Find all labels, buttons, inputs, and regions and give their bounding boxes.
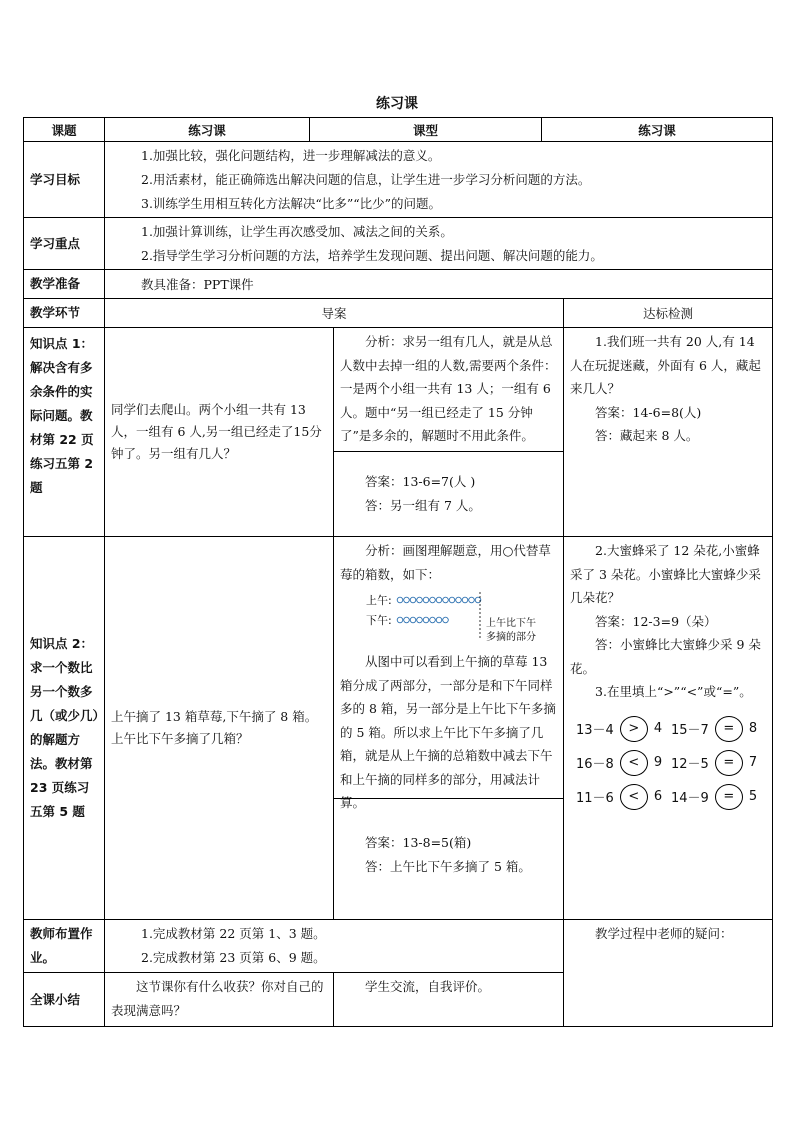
stages-row — [24, 299, 773, 328]
guide-label: 导案 — [105, 299, 564, 328]
box-circle — [449, 597, 455, 603]
compare-item: 12－5 = 7 — [671, 750, 766, 776]
prep-text: 教具准备：PPT课件 — [105, 270, 773, 299]
kp1-check-reply: 答：藏起来 8 人。 — [595, 428, 699, 443]
goals-label: 学习目标 — [24, 142, 105, 218]
page-title: 练习课 — [376, 96, 418, 112]
goal-item: 3.训练学生用相互转化方法解决“比多”“比少”的问题。 — [141, 195, 441, 211]
diagram-am-label: 上午: — [366, 594, 392, 607]
teacher-question: 教学过程中老师的疑问： — [595, 926, 733, 941]
kp1-reply: 答：另一组有 7 人。 — [365, 497, 481, 513]
kp2-analysis-intro: 分析：画图理解题意，用○代替草莓的箱数，如下： — [340, 543, 551, 582]
prep-label: 教学准备 — [24, 270, 105, 299]
box-circle — [404, 617, 410, 623]
box-circle — [436, 597, 442, 603]
type-value: 练习课 — [542, 118, 773, 142]
stages-label: 教学环节 — [24, 299, 105, 328]
kp2-guide — [334, 537, 564, 920]
kp2-problem: 上午摘了 13 箱草莓,下午摘了 8 箱。上午比下午多摘了几箱？ — [105, 537, 334, 920]
am-circles — [397, 597, 481, 603]
goal-item: 2.用活素材，能正确筛选出解决问题的信息，让学生进一步学习分析问题的方法。 — [141, 171, 591, 187]
kp2-row — [24, 537, 773, 920]
kp1-problem: 同学们去爬山。两个小组一共有 13 人，一组有 6 人,另一组已经走了15分钟了。另一组有几人？ — [105, 328, 334, 537]
focus-item: 2.指导学生学习分析问题的方法，培养学生发现问题、提出问题、解决问题的能力。 — [141, 247, 603, 263]
kp2-compare-instruction: 3.在里填上“>”“<”或“=”。 — [595, 684, 752, 699]
box-circle — [404, 597, 410, 603]
summary-label: 全课小结 — [24, 973, 105, 1027]
topic-label: 课题 — [24, 118, 105, 142]
focus-row — [24, 218, 773, 270]
kp1-check-answer: 答案：14-6=8(人) — [595, 404, 702, 420]
kp2-analysis-rest: 从图中可以看到上午摘的草莓 13 箱分成了两部分，一部分是和下午同样多的 8 箱，另一部分是上午比下午多摘的 5 箱。所以求上午比下午多摘了几箱，就是从上午摘的总箱数中减去下午和上午摘的同样多的部分，用减法计算。 — [340, 654, 556, 810]
focus-label: 学习重点 — [24, 218, 105, 270]
compare-item: 13－4 > 4 — [576, 716, 671, 742]
box-circle — [410, 617, 416, 623]
kp2-check — [564, 537, 773, 920]
kp1-label: 知识点 1：解决含有多余条件的实际问题。教材第 22 页练习五第 2 题 — [24, 328, 105, 537]
kp1-check — [564, 328, 773, 537]
diagram-note-1: 上午比下午 — [486, 618, 536, 629]
box-circle — [417, 597, 423, 603]
compare-item: 11－6 < 6 — [576, 784, 671, 810]
box-circle — [397, 617, 403, 623]
homework-label: 教师布置作业。 — [24, 920, 105, 973]
box-circle — [397, 597, 403, 603]
strawberry-diagram — [366, 590, 566, 648]
answer-circle: = — [715, 784, 743, 810]
topic-value: 练习课 — [105, 118, 310, 142]
kp1-answer: 答案：13-6=7(人 ) — [365, 474, 476, 489]
kp1-guide — [334, 328, 564, 537]
answer-circle: = — [715, 750, 743, 776]
box-circle — [443, 597, 449, 603]
box-circle — [443, 617, 449, 623]
kp1-check-question: 1.我们班一共有 20 人,有 14 人在玩捉迷藏，外面有 6 人，藏起来几人？ — [570, 334, 761, 396]
diagram-pm-label: 下午: — [366, 614, 392, 627]
check-label: 达标检测 — [564, 299, 773, 328]
compare-item: 16－8 < 9 — [576, 750, 671, 776]
box-circle — [410, 597, 416, 603]
box-circle — [430, 597, 436, 603]
box-circle — [423, 617, 429, 623]
answer-circle: < — [620, 750, 648, 776]
box-circle — [456, 597, 462, 603]
homework-row — [24, 920, 773, 973]
focus-item: 1.加强计算训练，让学生再次感受加、减法之间的关系。 — [141, 223, 453, 239]
compare-item: 14－9 = 5 — [671, 784, 766, 810]
lesson-plan-table — [23, 117, 773, 1027]
focus-content — [105, 218, 773, 270]
homework-item: 1.完成教材第 22 页第 1、3 题。 — [141, 926, 326, 941]
homework-item: 2.完成教材第 23 页第 6、9 题。 — [141, 950, 326, 965]
summary-response: 学生交流，自我评价。 — [365, 979, 491, 994]
diagram-note-2: 多摘的部分 — [486, 632, 536, 643]
pm-circles — [397, 617, 448, 623]
header-row — [24, 118, 773, 142]
kp2-answer: 答案：13-8=5(箱) — [365, 835, 472, 850]
kp2-check-answer: 答案：12-3=9（朵） — [595, 613, 717, 629]
box-circle — [469, 597, 475, 603]
answer-circle: = — [715, 716, 743, 742]
kp1-analysis: 分析：求另一组有几人，就是从总人数中去掉一组的人数,需要两个条件：一是两个小组一共有 13 人；一组有 6 人。题中“另一组已经走了 15 分钟了”是多余的，解题时不用此条件。 — [340, 334, 557, 443]
kp2-check-question: 2.大蜜蜂采了 12 朵花,小蜜蜂采了 3 朵花。小蜜蜂比大蜜蜂少采几朵花？ — [570, 543, 761, 605]
answer-circle: > — [620, 716, 648, 742]
kp1-row — [24, 328, 773, 537]
box-circle — [417, 617, 423, 623]
compare-item: 15－7 = 8 — [671, 716, 766, 742]
goals-content — [105, 142, 773, 218]
homework-content — [105, 920, 564, 973]
goals-row — [24, 142, 773, 218]
goal-item: 1.加强比较，强化问题结构，进一步理解减法的意义。 — [141, 147, 441, 163]
summary-question: 这节课你有什么收获？你对自己的表现满意吗？ — [111, 979, 324, 1018]
kp2-check-reply: 答：小蜜蜂比大蜜蜂少采 9 朵花。 — [570, 637, 761, 676]
box-circle — [436, 617, 442, 623]
type-label: 课型 — [310, 118, 542, 142]
kp2-label: 知识点 2：求一个数比另一个数多几（或少几）的解题方法。教材第 23 页练习五第 5 题 — [24, 537, 105, 920]
box-circle — [430, 617, 436, 623]
box-circle — [462, 597, 468, 603]
kp2-reply: 答：上午比下午多摘了 5 箱。 — [365, 858, 531, 874]
compare-grid — [570, 716, 766, 810]
answer-circle: < — [620, 784, 648, 810]
prep-row — [24, 270, 773, 299]
teacher-question-cell — [564, 920, 773, 1027]
box-circle — [423, 597, 429, 603]
